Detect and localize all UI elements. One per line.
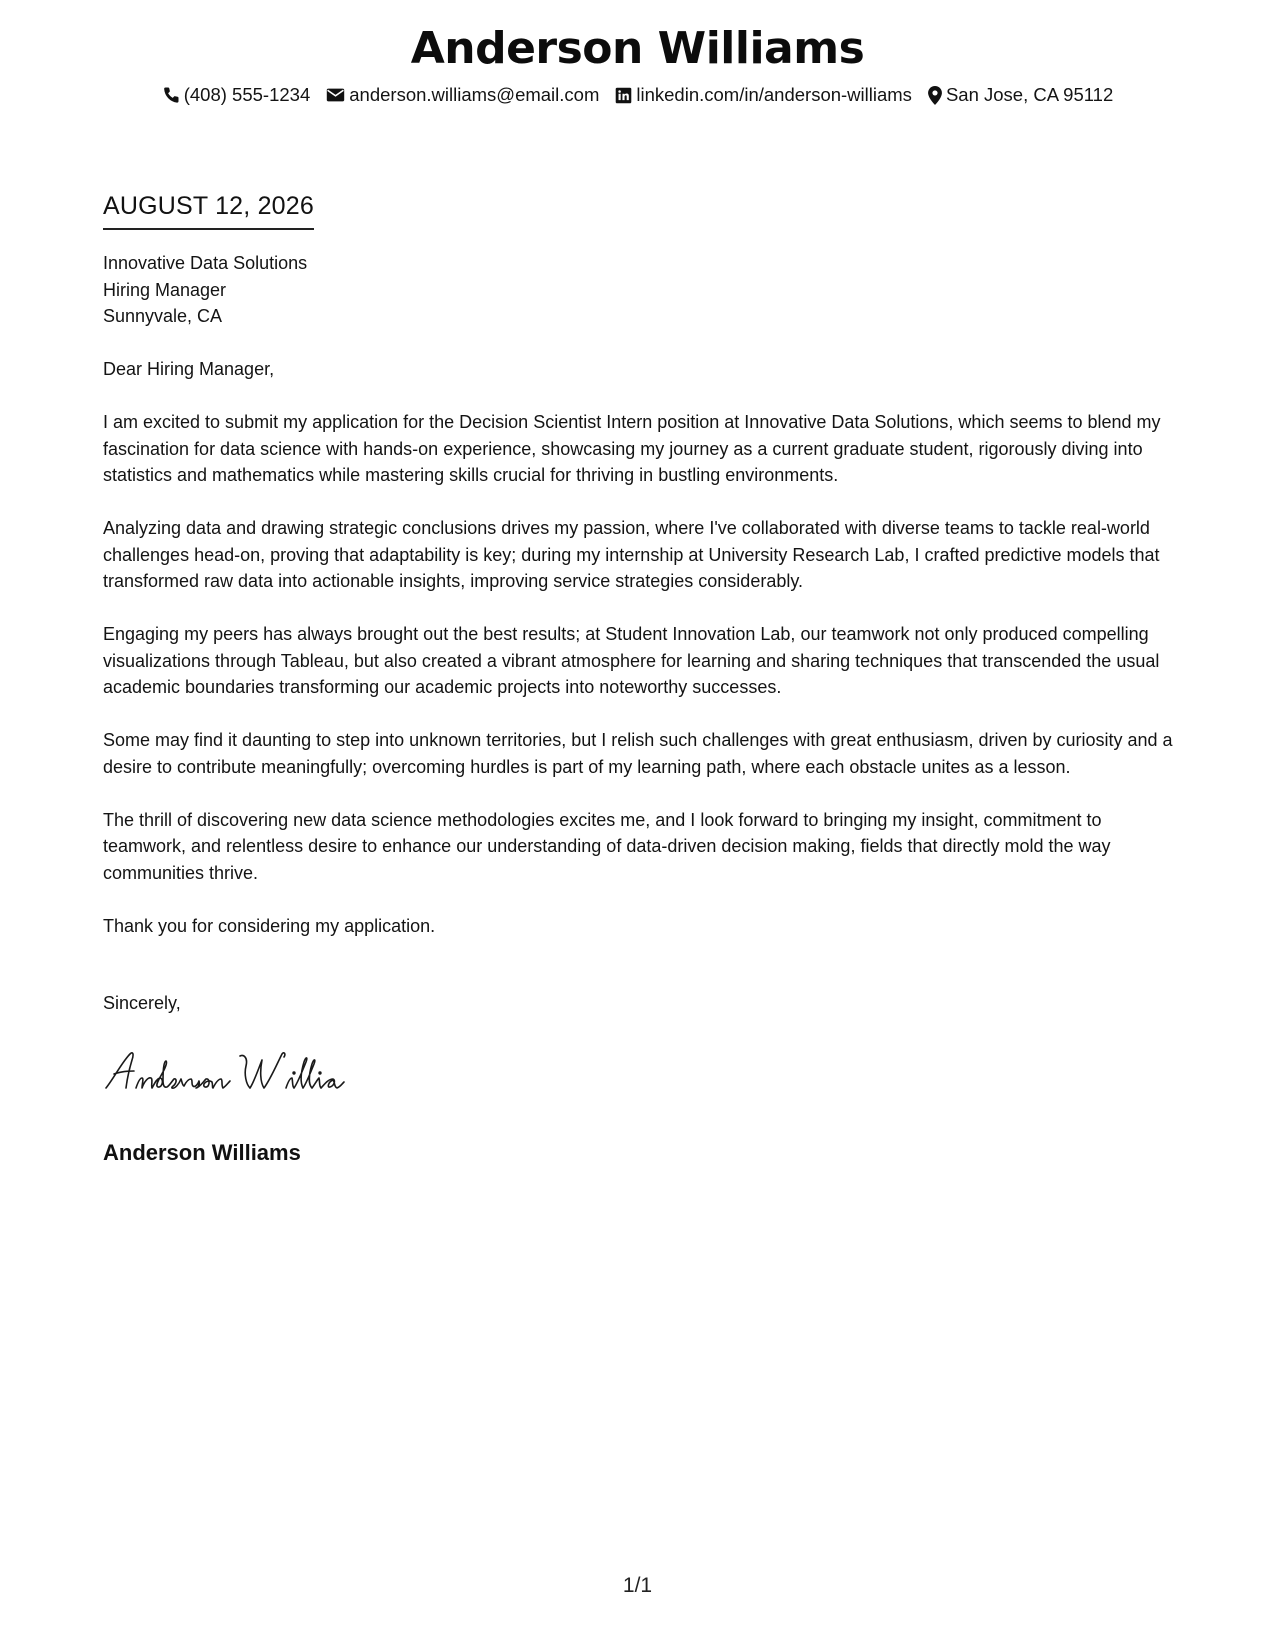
body-paragraph-5: The thrill of discovering new data science methodologies excites me, and I look forward to bringing my insight, commitment to teamwork, and relentless desire to enhance our understanding of data-driven decision making, fields that directly mold the way communities thrive. xyxy=(103,809,1111,883)
handwritten-signature xyxy=(100,1048,370,1103)
applicant-name-title: Anderson Williams xyxy=(410,23,865,74)
thank-you-paragraph: Thank you for considering my application. xyxy=(103,915,436,936)
contact-location xyxy=(928,82,1113,108)
body-paragraph-4: Some may find it daunting to step into unknown territories, but I relish such challenges with great enthusiasm, driven by curiosity and a desire to contribute meaningfully; overcoming hurdles is part of my learning path, where each obstacle unites as a lesson. xyxy=(103,730,1173,777)
letter-date-block xyxy=(103,190,314,230)
linkedin-icon xyxy=(615,87,632,104)
closing-phrase: Sincerely, xyxy=(103,993,181,1013)
contact-info-row xyxy=(0,82,1275,108)
body-paragraph-1: I am excited to submit my application for the Decision Scientist Intern position at Innovative Data Solutions, which seems to blend my fascination for data science with hands-on experience, showcasing my journey as a current graduate student, rigorously diving into statistics and mathematics while mastering skills crucial for thriving in bustling environments. xyxy=(103,412,1161,485)
recipient-block xyxy=(103,250,1183,330)
letter-header xyxy=(0,22,1275,108)
linkedin-url: linkedin.com/in/anderson-williams xyxy=(636,84,912,105)
salutation: Dear Hiring Manager, xyxy=(103,359,275,379)
map-pin-icon xyxy=(928,86,942,105)
contact-linkedin xyxy=(615,82,912,108)
email-address: anderson.williams@email.com xyxy=(349,84,600,105)
letter-body xyxy=(103,250,1183,939)
body-paragraph-3: Engaging my peers has always brought out the best results; at Student Innovation Lab, our teamwork not only produced compelling visualizations through Tableau, but also created a vibrant atmosphere for learning and sharing techniques that transcended the usual academic boundaries transforming our academic projects into noteworthy successes. xyxy=(103,624,1160,697)
signer-name: Anderson Williams xyxy=(103,1140,301,1165)
page-number: 1/1 xyxy=(622,1574,653,1597)
phone-number: (408) 555-1234 xyxy=(183,84,311,105)
location-text: San Jose, CA 95112 xyxy=(945,84,1114,105)
recipient-title: Hiring Manager xyxy=(103,279,227,300)
contact-email xyxy=(326,82,599,108)
recipient-location: Sunnyvale, CA xyxy=(103,306,223,326)
contact-phone xyxy=(162,82,311,108)
envelope-icon xyxy=(326,87,345,103)
recipient-company: Innovative Data Solutions xyxy=(103,253,308,273)
phone-icon xyxy=(162,86,180,104)
body-paragraph-2: Analyzing data and drawing strategic conclusions drives my passion, where I've collaborated with diverse teams to tackle real-world challenges head-on, proving that adaptability is key; during my internship at University Research Lab, I crafted predictive models that transformed raw data into actionable insights, improving service strategies considerably. xyxy=(103,518,1160,591)
letter-date: AUGUST 12, 2026 xyxy=(103,190,314,230)
